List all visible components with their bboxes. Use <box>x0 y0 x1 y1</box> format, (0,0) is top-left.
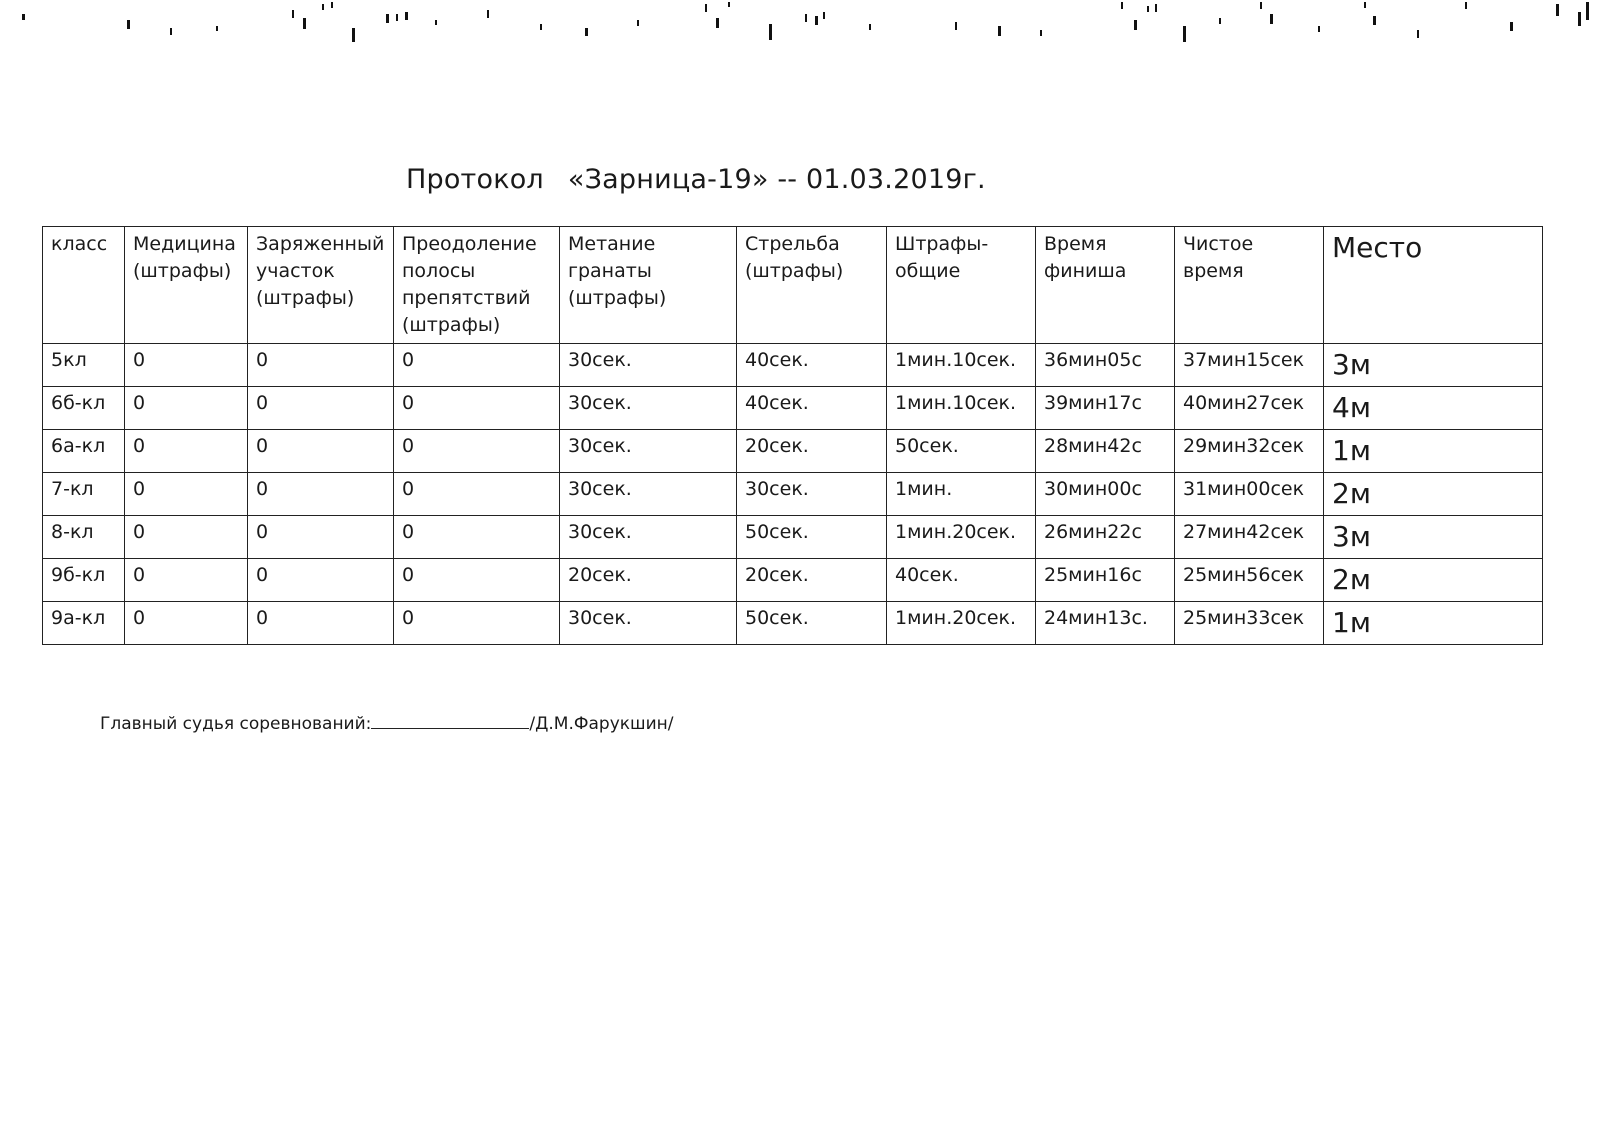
cell-class: 9а-кл <box>43 602 125 645</box>
cell-obstacle-course: 0 <box>394 602 560 645</box>
signature-name: /Д.М.Фарукшин/ <box>529 714 674 734</box>
table-row <box>43 387 1543 430</box>
cell-finish-time: 26мин22с <box>1036 516 1175 559</box>
cell-medicine: 0 <box>125 344 248 387</box>
cell-place: 4м <box>1324 387 1543 430</box>
header-obstacle-course: Преодоление полосы препятствий (штрафы) <box>394 227 560 344</box>
header-shooting: Стрельба (штрафы) <box>737 227 887 344</box>
cell-obstacle-course: 0 <box>394 430 560 473</box>
cell-finish-time: 24мин13с. <box>1036 602 1175 645</box>
cell-net-time: 37мин15сек <box>1175 344 1324 387</box>
cell-charged-area: 0 <box>248 387 394 430</box>
cell-net-time: 29мин32сек <box>1175 430 1324 473</box>
header-net-time: Чистое время <box>1175 227 1324 344</box>
page-title <box>406 164 986 195</box>
cell-class: 6а-кл <box>43 430 125 473</box>
cell-grenade-throw: 30сек. <box>560 430 737 473</box>
cell-finish-time: 28мин42с <box>1036 430 1175 473</box>
table-row <box>43 602 1543 645</box>
signature-line <box>100 710 674 734</box>
cell-medicine: 0 <box>125 559 248 602</box>
cell-total-penalties: 1мин. <box>887 473 1036 516</box>
header-grenade-throw: Метание гранаты (штрафы) <box>560 227 737 344</box>
table-row <box>43 559 1543 602</box>
results-table <box>42 226 1543 645</box>
cell-charged-area: 0 <box>248 430 394 473</box>
cell-class: 7-кл <box>43 473 125 516</box>
cell-finish-time: 39мин17с <box>1036 387 1175 430</box>
cell-obstacle-course: 0 <box>394 559 560 602</box>
cell-finish-time: 36мин05с <box>1036 344 1175 387</box>
cell-total-penalties: 1мин.10сек. <box>887 387 1036 430</box>
header-charged-area: Заряженный участок (штрафы) <box>248 227 394 344</box>
cell-charged-area: 0 <box>248 473 394 516</box>
header-total-penalties: Штрафы-общие <box>887 227 1036 344</box>
cell-class: 9б-кл <box>43 559 125 602</box>
cell-shooting: 50сек. <box>737 602 887 645</box>
cell-place: 2м <box>1324 473 1543 516</box>
title-word: Протокол <box>406 164 544 195</box>
cell-class: 5кл <box>43 344 125 387</box>
cell-class: 8-кл <box>43 516 125 559</box>
cell-grenade-throw: 30сек. <box>560 516 737 559</box>
cell-grenade-throw: 30сек. <box>560 344 737 387</box>
header-finish-time: Время финиша <box>1036 227 1175 344</box>
cell-medicine: 0 <box>125 387 248 430</box>
cell-net-time: 40мин27сек <box>1175 387 1324 430</box>
cell-shooting: 50сек. <box>737 516 887 559</box>
cell-total-penalties: 50сек. <box>887 430 1036 473</box>
cell-medicine: 0 <box>125 516 248 559</box>
cell-grenade-throw: 30сек. <box>560 602 737 645</box>
cell-charged-area: 0 <box>248 559 394 602</box>
header-place: Место <box>1324 227 1543 344</box>
table-row <box>43 344 1543 387</box>
cell-net-time: 31мин00сек <box>1175 473 1324 516</box>
cell-medicine: 0 <box>125 602 248 645</box>
cell-medicine: 0 <box>125 430 248 473</box>
cell-shooting: 20сек. <box>737 559 887 602</box>
cell-charged-area: 0 <box>248 602 394 645</box>
table-header-row <box>43 227 1543 344</box>
cell-total-penalties: 1мин.20сек. <box>887 516 1036 559</box>
cell-net-time: 25мин56сек <box>1175 559 1324 602</box>
cell-finish-time: 30мин00с <box>1036 473 1175 516</box>
cell-grenade-throw: 20сек. <box>560 559 737 602</box>
cell-shooting: 30сек. <box>737 473 887 516</box>
cell-grenade-throw: 30сек. <box>560 387 737 430</box>
cell-medicine: 0 <box>125 473 248 516</box>
cell-place: 1м <box>1324 602 1543 645</box>
cell-charged-area: 0 <box>248 344 394 387</box>
signature-blank <box>371 710 529 729</box>
cell-obstacle-course: 0 <box>394 387 560 430</box>
table-row <box>43 473 1543 516</box>
cell-total-penalties: 1мин.10сек. <box>887 344 1036 387</box>
cell-shooting: 40сек. <box>737 344 887 387</box>
table-row <box>43 430 1543 473</box>
cell-place: 2м <box>1324 559 1543 602</box>
cell-place: 1м <box>1324 430 1543 473</box>
title-event: «Зарница-19» -- 01.03.2019г. <box>567 164 986 195</box>
cell-shooting: 20сек. <box>737 430 887 473</box>
cell-class: 6б-кл <box>43 387 125 430</box>
cell-place: 3м <box>1324 344 1543 387</box>
table-row <box>43 516 1543 559</box>
header-class: класс <box>43 227 125 344</box>
cell-obstacle-course: 0 <box>394 344 560 387</box>
cell-finish-time: 25мин16с <box>1036 559 1175 602</box>
cell-total-penalties: 40сек. <box>887 559 1036 602</box>
cell-charged-area: 0 <box>248 516 394 559</box>
scan-speckles <box>0 0 1600 60</box>
cell-grenade-throw: 30сек. <box>560 473 737 516</box>
cell-total-penalties: 1мин.20сек. <box>887 602 1036 645</box>
cell-net-time: 27мин42сек <box>1175 516 1324 559</box>
signature-label: Главный судья соревнований: <box>100 714 372 734</box>
cell-obstacle-course: 0 <box>394 516 560 559</box>
header-medicine: Медицина (штрафы) <box>125 227 248 344</box>
cell-shooting: 40сек. <box>737 387 887 430</box>
cell-net-time: 25мин33сек <box>1175 602 1324 645</box>
cell-place: 3м <box>1324 516 1543 559</box>
cell-obstacle-course: 0 <box>394 473 560 516</box>
